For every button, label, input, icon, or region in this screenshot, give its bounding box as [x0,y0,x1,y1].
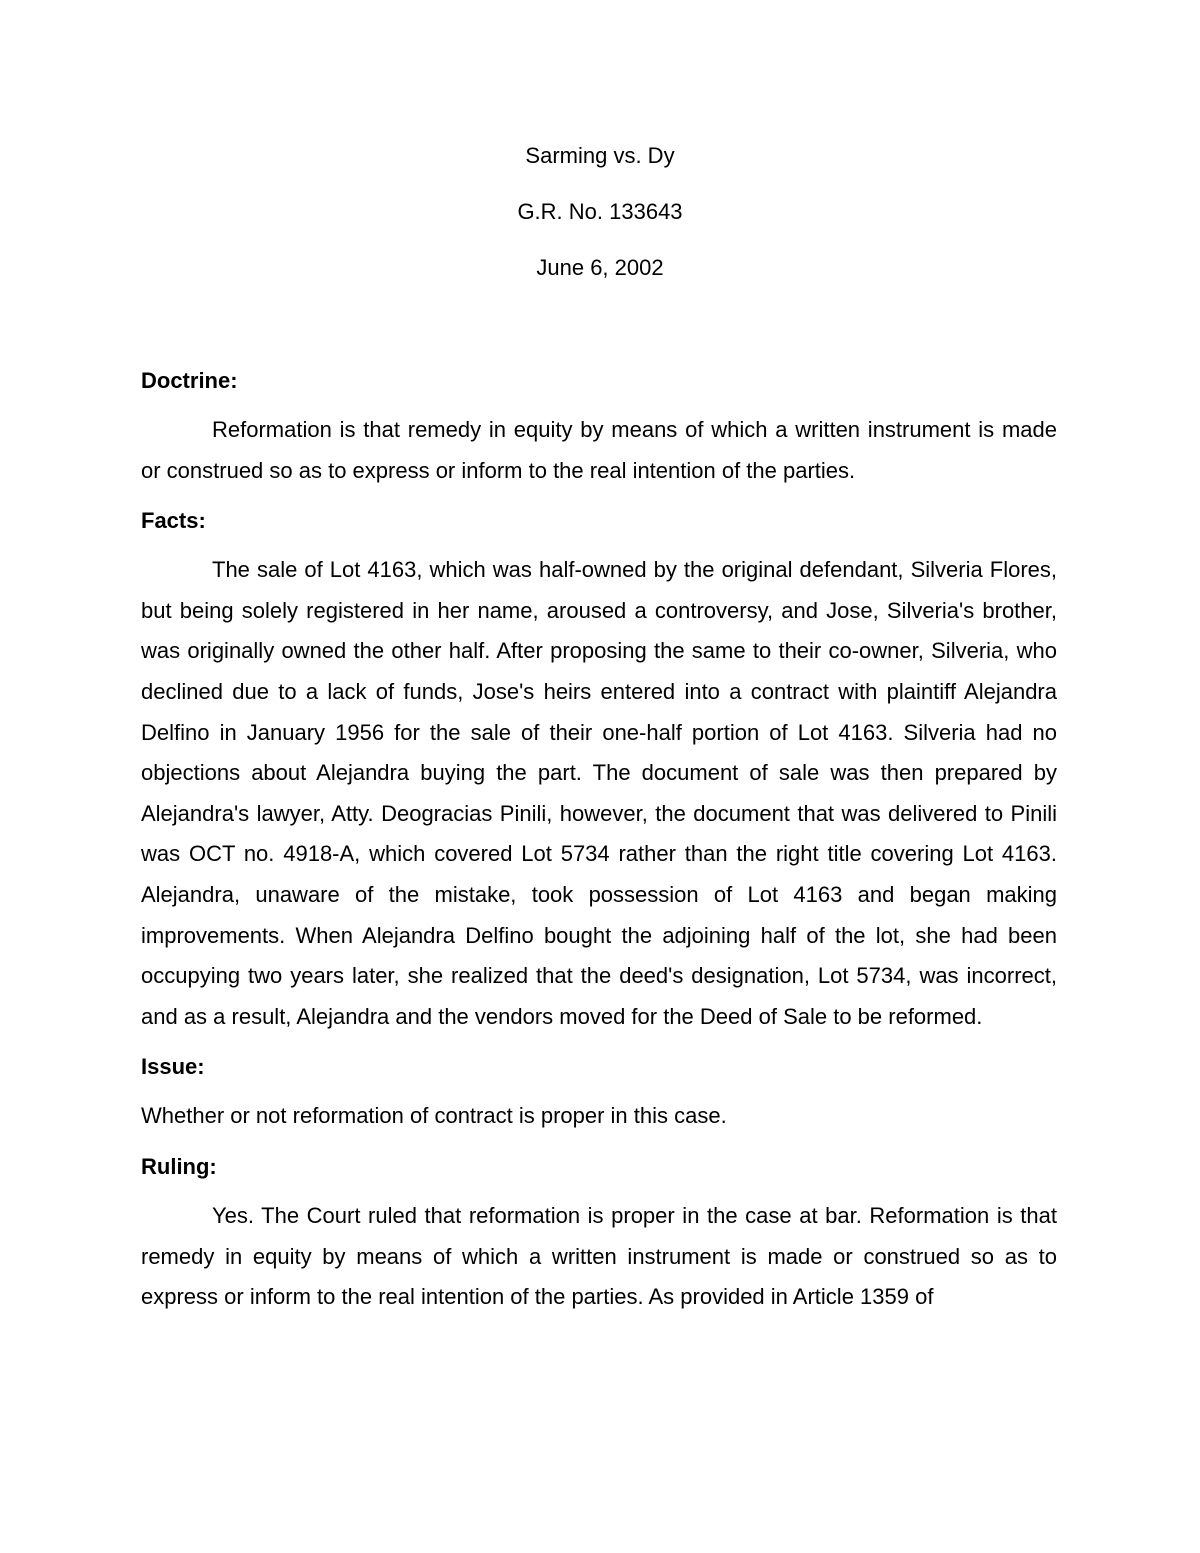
issue-heading: Issue: [141,1054,205,1080]
issue-text: Whether or not reformation of contract is proper in this case. [141,1103,727,1129]
doctrine-heading: Doctrine: [141,368,238,393]
ruling-heading: Ruling: [141,1153,217,1179]
doctrine-text: Reformation is that remedy in equity by means of which a written instrument is made or construed so as to express or inform to the real intention of the parties. [141,417,1057,483]
document-body [141,367,1057,1318]
facts-heading: Facts: [141,508,206,534]
gr-number: G.R. No. 133643 [517,199,683,224]
case-title: Sarming vs. Dy [525,143,675,168]
decision-date: June 6, 2002 [536,255,664,280]
facts-text: The sale of Lot 4163, which was half-owned by the original defendant, Silveria Flores, but being solely registered in her name, aroused a controversy, and Jose, Silveria's brother, was originally owned the other half. After proposing the same to their co-owner, Silveria, who declined due to a lack of funds, Jose's heirs entered into a contract with plaintiff Alejandra Delfino in January 1956 for the sale of their one-half portion of Lot 4163. Silveria had no objections about Alejandra buying the part. The document of sale was then prepared by Alejandra's lawyer, Atty. Deogracias Pinili, however, the document that was delivered to Pinili was OCT no. 4918-A, which covered Lot 5734 rather than the right title covering Lot 4163. Alejandra, unaware of the mistake, took possession of Lot 4163 and began making improvements. When Alejandra Delfino bought the adjoining half of the lot, she had been occupying two years later, she realized that the deed's designation, Lot 5734, was incorrect, and as a result, Alejandra and the vendors moved for the Deed of Sale to be reformed. [141,557,1057,1029]
ruling-text: Yes. The Court ruled that reformation is proper in the case at bar. Reformation is that remedy in equity by means of which a written instrument is made or construed so as to express or inform to the real intention of the parties. As provided in Article 1359 of [141,1202,1057,1310]
